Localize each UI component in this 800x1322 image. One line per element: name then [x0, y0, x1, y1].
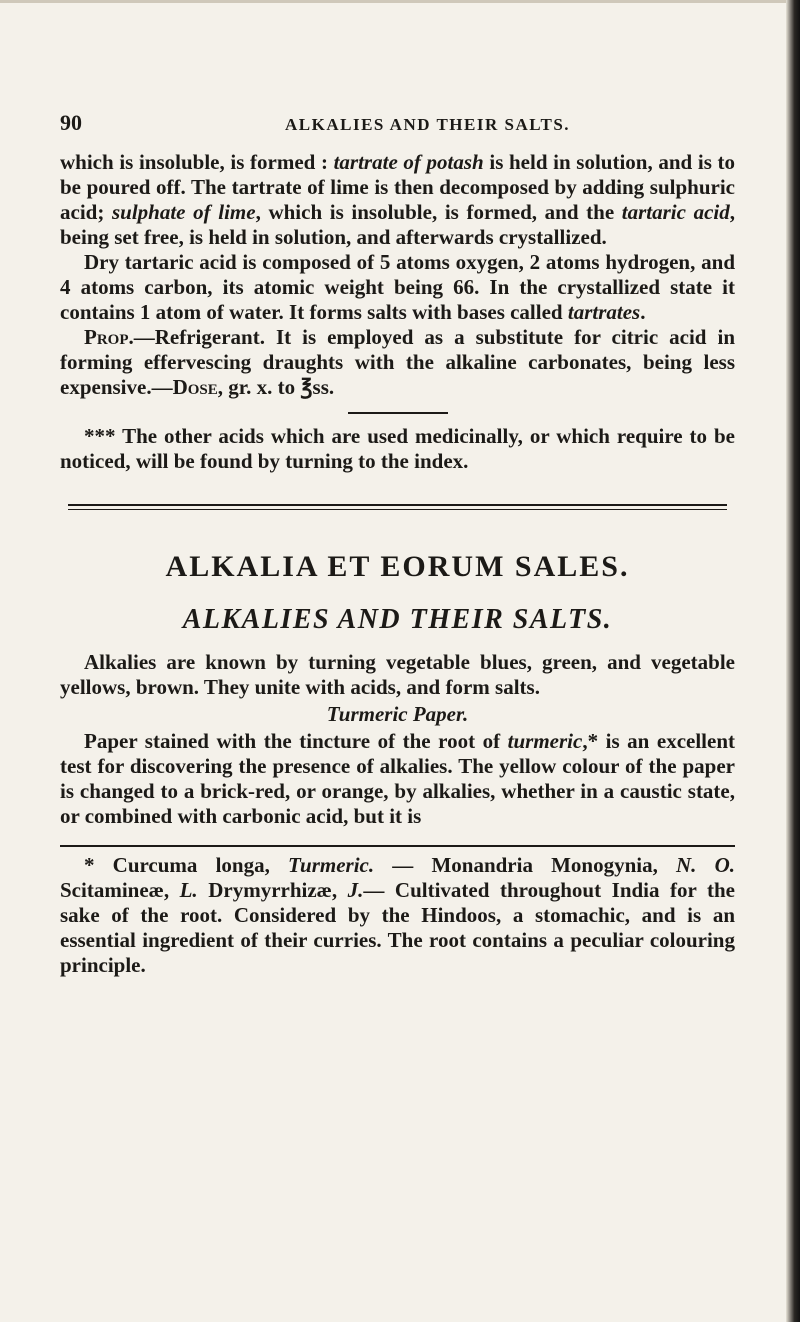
running-title: ALKALIES AND THEIR SALTS. [285, 115, 571, 134]
text-run: Scitamineæ, [60, 878, 180, 902]
text-run: ,* is an excellent test for discovering the presence of alkalies. The yellow colour of the paper is changed to a brick-red, or orange, by alkalies, whether in a caustic state, or combined with carbonic acid, but it is [60, 729, 736, 828]
dose-label: Dose, [172, 375, 224, 399]
book-page [60, 110, 735, 978]
text-run: , which is insoluble, is formed, and the [255, 200, 622, 224]
text-run: , being set free, is held in solution, and afterwards crystallized. [60, 200, 736, 249]
text-run: Dry tartaric acid is composed of 5 atoms oxygen, 2 atoms hydrogen, and 4 atoms carbon, its atomic weight being 66. In the crystallized state it contains 1 atom of water. It forms salts with bases called [60, 250, 735, 324]
text-run: gr. x. to ℥ss. [223, 375, 335, 399]
text-run: is held in solution, and is to be poured off. The tartrate of lime is then decomposed by adding sulphuric acid; [60, 150, 735, 224]
text-run: * Curcuma longa, [84, 853, 288, 877]
paragraph-properties [60, 325, 735, 400]
prop-label: Prop. [84, 325, 134, 349]
text-run: Paper stained with the tincture of the root of [84, 729, 508, 753]
italic-term: tartaric acid [621, 200, 730, 224]
italic-term: Turmeric. [288, 853, 375, 877]
subheading-turmeric-paper: Turmeric Paper. [326, 702, 469, 726]
text-run: Drymyrrhizæ, [197, 878, 348, 902]
paragraph-turmeric [60, 729, 735, 829]
text-run: which is insoluble, is formed : [60, 150, 334, 174]
italic-term: turmeric [507, 729, 583, 753]
italic-term: L. [179, 878, 198, 902]
italic-term: tartrate of potash [333, 150, 484, 174]
section-subtitle: ALKALIES AND THEIR SALTS. [182, 604, 613, 635]
paragraph-tartaric-preparation [60, 150, 735, 250]
running-head [60, 110, 735, 140]
footnote [60, 853, 735, 978]
italic-term: J. [347, 878, 364, 902]
text-run: — Cultivated throughout India for the sake of the root. Considered by the Hindoos, a stomachic, and is an essential ingredient of their curries. The root contains a peculiar colouring principle. [60, 878, 736, 977]
text-run: — Monandria Monogynia, [374, 853, 677, 877]
italic-term: tartrates [567, 300, 641, 324]
italic-term: sulphate of lime [111, 200, 256, 224]
text-run: . [640, 300, 646, 324]
paragraph-composition [60, 250, 735, 325]
paragraph-alkalies-intro: Alkalies are known by turning vegetable blues, green, and vegetable yellows, brown. They unite with acids, and form salts. [60, 650, 735, 699]
page-top-edge [0, 0, 800, 3]
short-divider [348, 412, 448, 414]
page-right-edge [786, 0, 800, 1322]
footnote-divider [60, 845, 735, 847]
section-title: ALKALIA ET EORUM SALES. [165, 550, 630, 583]
page-number: 90 [60, 110, 82, 135]
paragraph-note-other-acids: *** The other acids which are used medicinally, or which require to be noticed, will be found by turning to the index. [60, 424, 735, 473]
section-divider [68, 504, 727, 510]
text-run: —Refrigerant. It is employed as a substitute for citric acid in forming effervescing draughts with the alkaline carbonates, being less expensive.— [60, 325, 735, 399]
italic-term: N. O. [676, 853, 735, 877]
